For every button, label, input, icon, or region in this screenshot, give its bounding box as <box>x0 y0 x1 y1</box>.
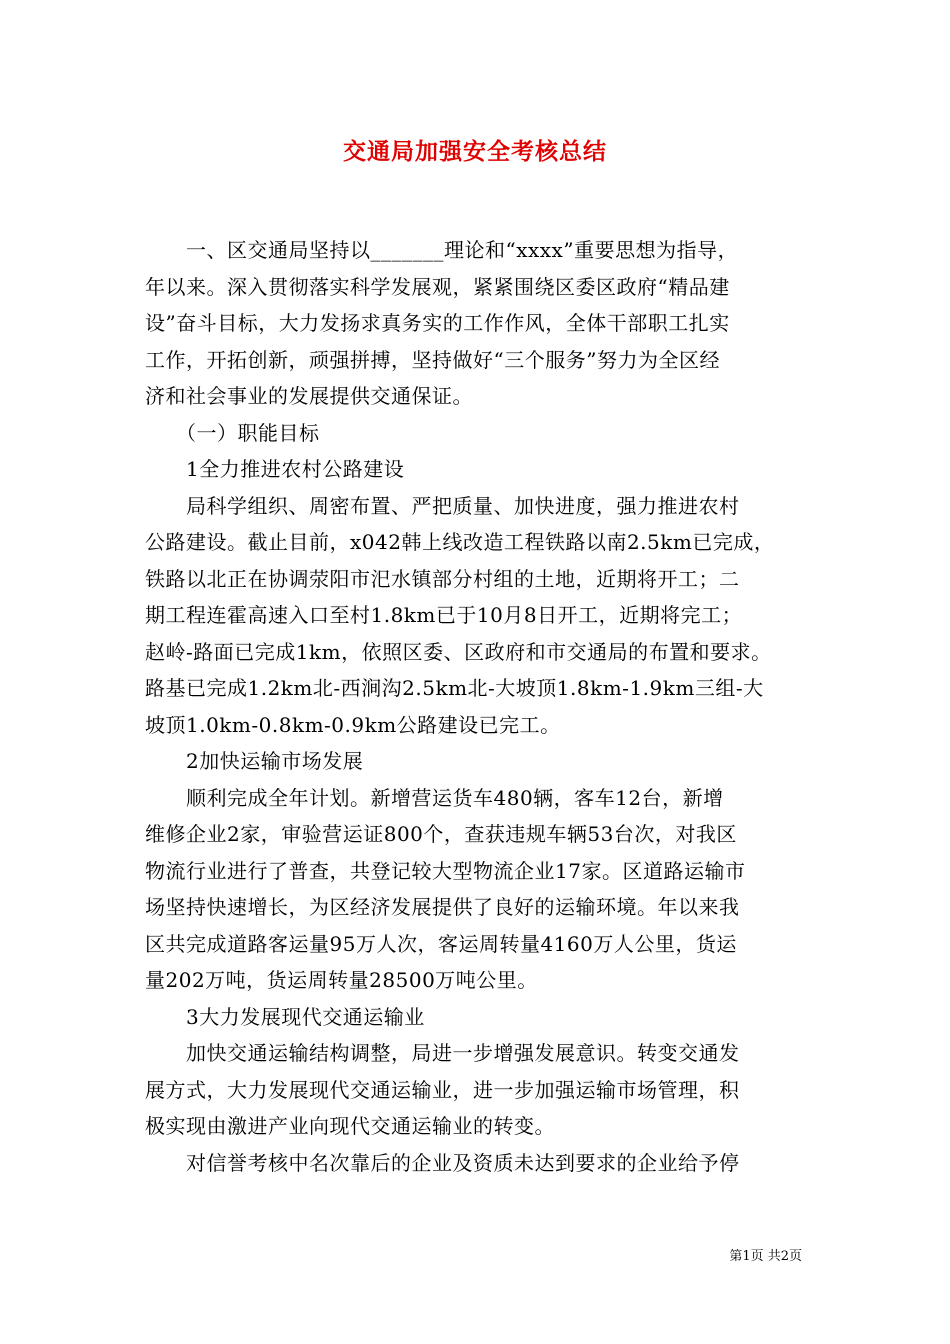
body-line: 路基已完成1.2km北-西涧沟2.5km北-大坡顶1.8km-1.9km三组-大 <box>145 676 764 700</box>
body-line: 物流行业进行了普查，共登记较大型物流企业17家。区道路运输市 <box>145 858 746 883</box>
body-line: 3大力发展现代交通运输业 <box>145 1004 425 1029</box>
document-body <box>145 232 815 1181</box>
body-line: 维修企业2家，审验营运证800个，查获违规车辆53台次，对我区 <box>145 822 737 846</box>
body-line: 量202万吨，货运周转量28500万吨公里。 <box>145 968 538 992</box>
body-line: 区共完成道路客运量95万人次，客运周转量4160万人公里，货运 <box>145 931 737 956</box>
body-line: 极实现由激进产业向现代交通运输业的转变。 <box>145 1114 555 1138</box>
body-line: 年以来。深入贯彻落实科学发展观，紧紧围绕区委区政府“精品建 <box>145 274 730 299</box>
document-title: 交通局加强安全考核总结 <box>343 139 607 165</box>
body-line: 铁路以北正在协调荥阳市汜水镇部分村组的土地，近期将开工；二 <box>145 566 740 591</box>
body-line: 济和社会事业的发展提供交通保证。 <box>145 384 473 408</box>
body-line: 对信誉考核中名次靠后的企业及资质未达到要求的企业给予停 <box>145 1150 740 1175</box>
body-line: 顺利完成全年计划。新增营运货车480辆，客车12台，新增 <box>145 785 724 810</box>
body-line: 设”奋斗目标，大力发扬求真务实的工作作风，全体干部职工扎实 <box>145 311 730 335</box>
body-line: 坡顶1.0km-0.8km-0.9km公路建设已完工。 <box>145 712 561 737</box>
body-line: 一、区交通局坚持以_______理论和“xxxx”重要思想为指导， <box>145 238 739 262</box>
body-line: 2加快运输市场发展 <box>145 749 364 773</box>
body-line: 加快交通运输结构调整，局进一步增强发展意识。转变交通发 <box>145 1041 740 1065</box>
body-line: 场坚持快速增长，为区经济发展提供了良好的运输环境。年以来我 <box>145 895 740 919</box>
page-number-footer: 第1页 共2页 <box>729 1249 802 1264</box>
body-line: 局科学组织、周密布置、严把质量、加快进度，强力推进农村 <box>145 493 740 518</box>
body-line: 期工程连霍高速入口至村1.8km已于10月8日开工，近期将完工； <box>145 603 743 627</box>
body-line: 1全力推进农村公路建设 <box>145 457 405 481</box>
body-line: 工作，开拓创新，顽强拼搏，坚持做好“三个服务”努力为全区经 <box>145 347 720 372</box>
body-line: 展方式，大力发展现代交通运输业，进一步加强运输市场管理，积 <box>145 1077 740 1102</box>
body-line: （一）职能目标 <box>145 420 320 445</box>
body-line: 赵岭-路面已完成1km，依照区委、区政府和市交通局的布置和要求。 <box>145 639 772 664</box>
body-line: 公路建设。截止目前，x042韩上线改造工程铁路以南2.5km已完成， <box>145 530 775 554</box>
